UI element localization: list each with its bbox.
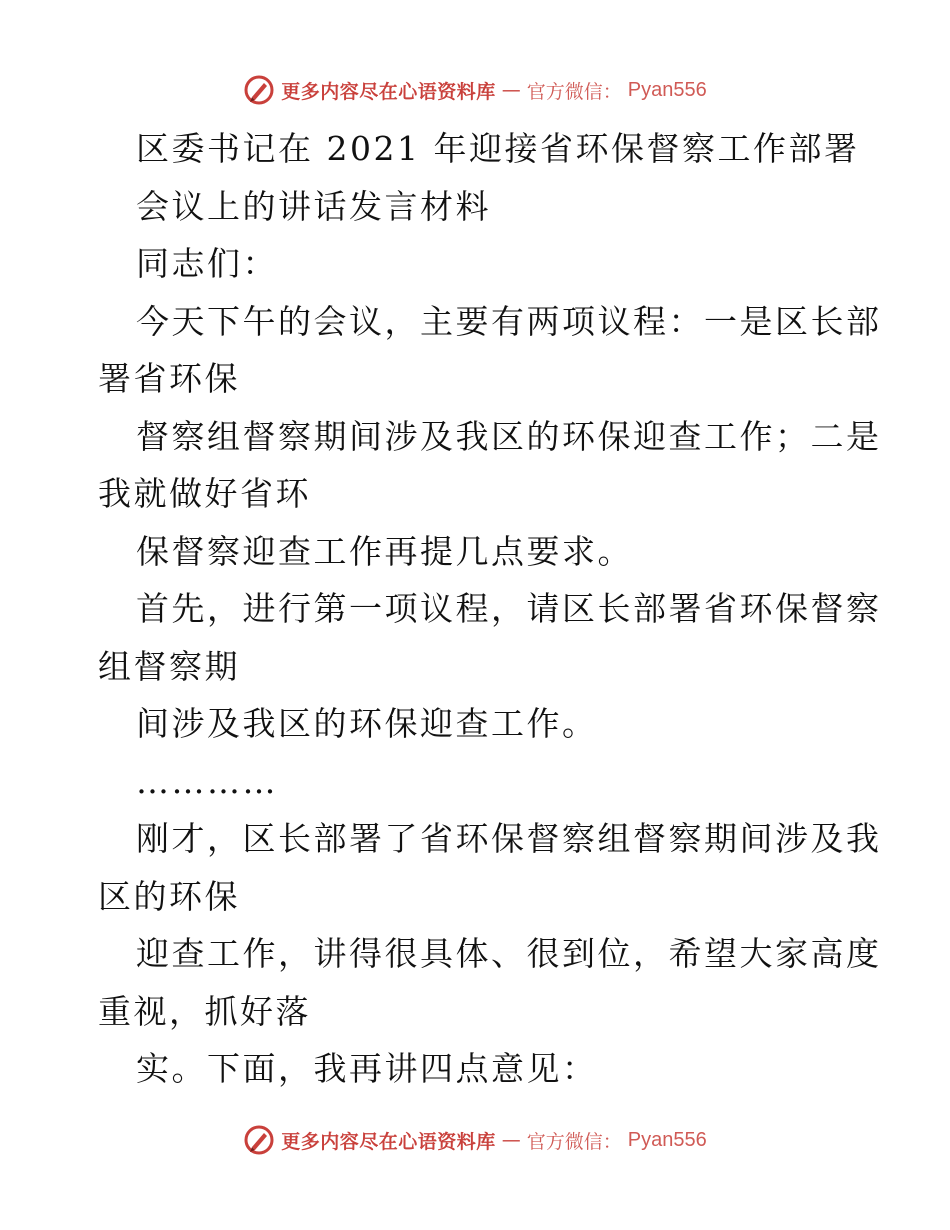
paragraph-line: 今天下午的会议，主要有两项议程：一是区长部	[136, 301, 882, 341]
pen-logo-icon	[243, 74, 275, 106]
paragraph-line: 我就做好省环	[98, 474, 311, 513]
paragraph-line: 保督察迎查工作再提几点要求。	[136, 531, 633, 571]
paragraph-line: 首先，进行第一项议程，请区长部署省环保督察	[136, 589, 882, 628]
footer-banner	[0, 1122, 950, 1158]
paragraph-line: 督察组督察期间涉及我区的环保迎查工作；二是	[136, 416, 882, 456]
paragraph-line: 间涉及我区的环保迎查工作。	[136, 704, 598, 743]
title-line-2: 会议上的讲话发言材料	[136, 186, 491, 226]
paragraph-line: 重视，抓好落	[98, 991, 311, 1031]
salutation: 同志们：	[136, 244, 278, 283]
header-banner	[0, 72, 950, 108]
footer-wechat-id: Pyan556	[627, 1128, 707, 1151]
header-separator: —	[501, 79, 521, 101]
footer-wechat-label: 官方微信：	[526, 1130, 622, 1153]
paragraph-line: 刚才，区长部署了省环保督察组督察期间涉及我	[136, 819, 882, 858]
title-line-1: 区委书记在 2021 年迎接省环保督察工作部署	[136, 129, 860, 168]
document-body	[98, 120, 882, 1098]
paragraph-line: 署省环保	[98, 359, 240, 398]
header-wechat-label: 官方微信：	[526, 80, 622, 103]
footer-brand-text: 更多内容尽在心语资料库	[281, 1130, 496, 1153]
paragraph-line: 实。下面，我再讲四点意见：	[136, 1049, 598, 1088]
paragraph-line: 区的环保	[98, 876, 240, 916]
paragraph-line: 迎查工作，讲得很具体、很到位，希望大家高度	[136, 934, 882, 973]
paragraph-line: 组督察期	[98, 646, 240, 686]
header-wechat-id: Pyan556	[627, 78, 707, 101]
ellipsis-line: …………	[136, 761, 278, 801]
pen-logo-icon	[243, 1124, 275, 1156]
footer-separator: —	[501, 1129, 521, 1151]
header-brand-text: 更多内容尽在心语资料库	[281, 80, 496, 103]
